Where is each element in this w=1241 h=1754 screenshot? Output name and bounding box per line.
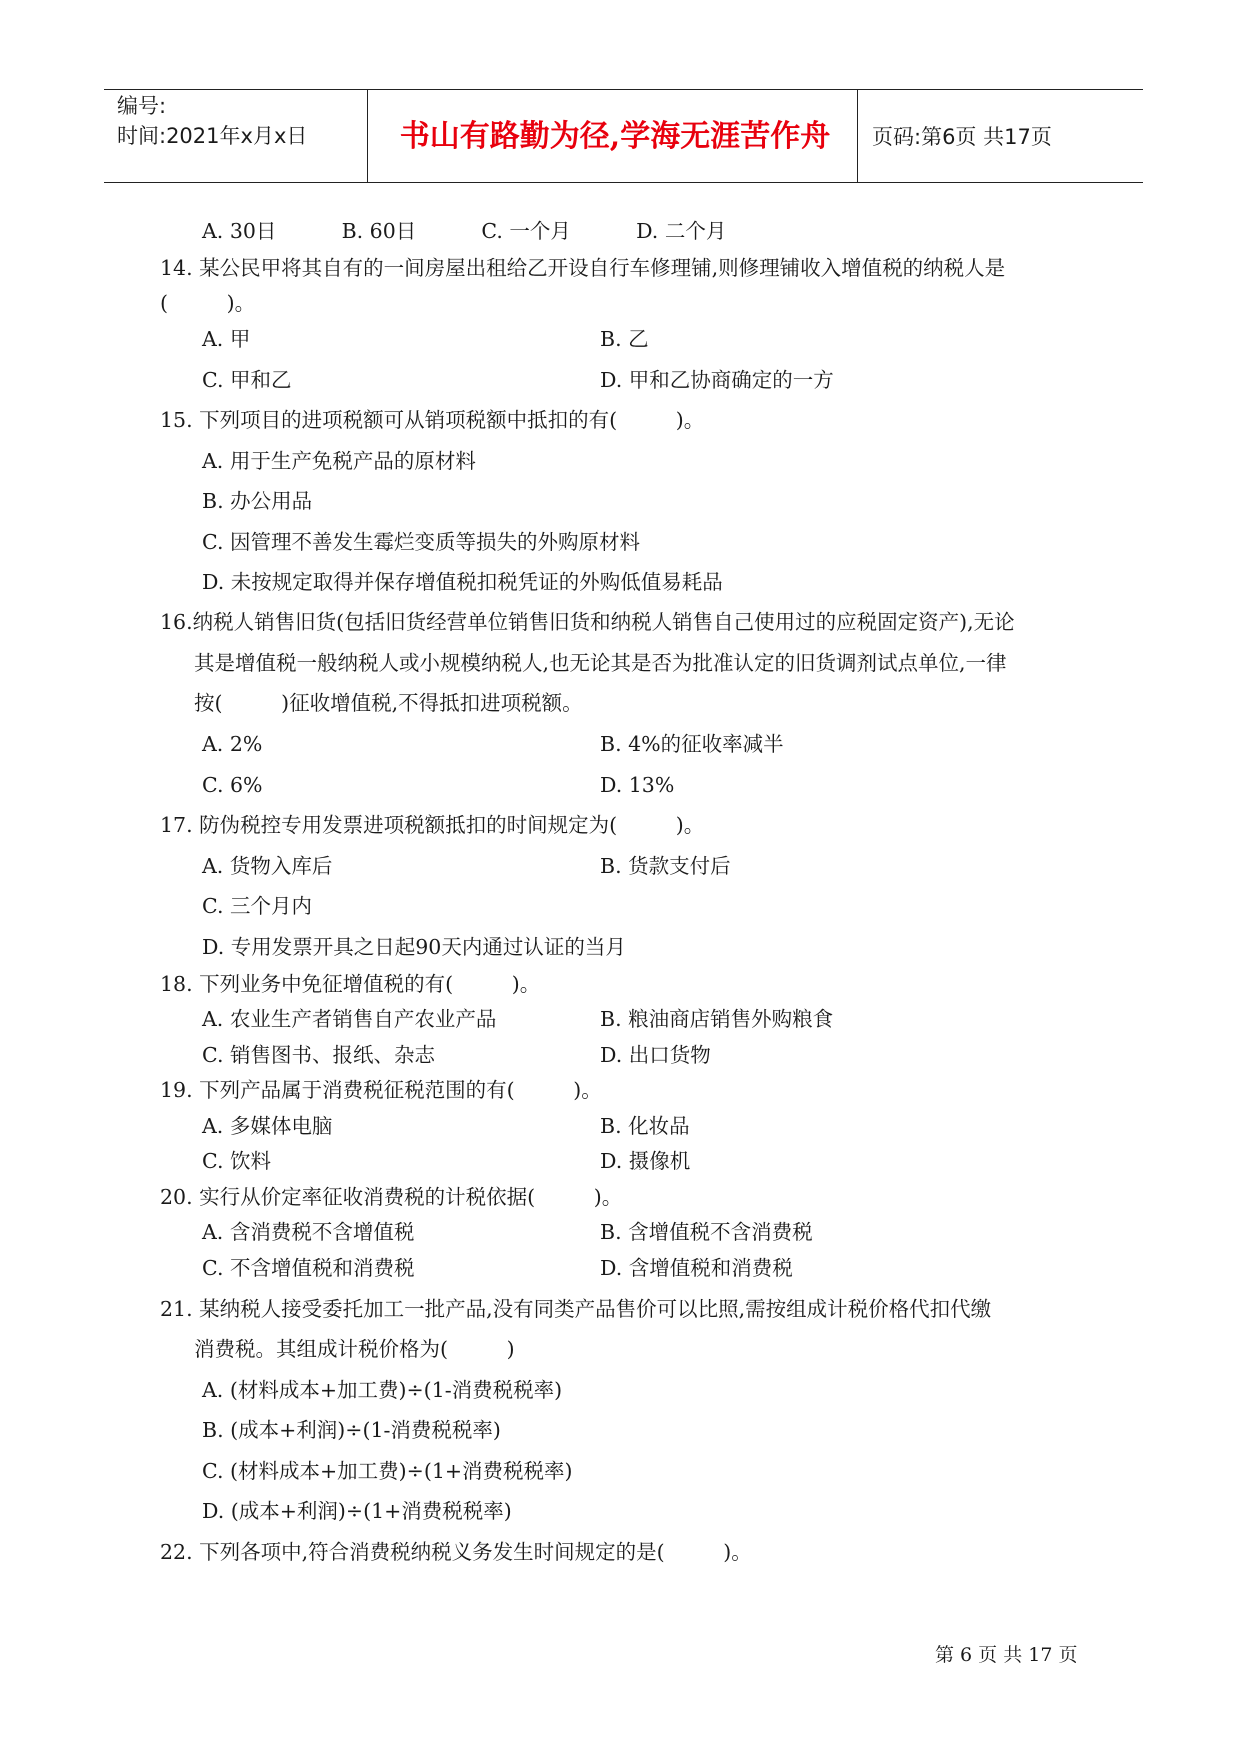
q18-option-a: A. 农业生产者销售自产农业产品 [202, 1007, 497, 1031]
time-label: 时间:2021年x月x日 [117, 124, 308, 148]
q19-option-c: C. 饮料 [202, 1149, 271, 1173]
serial-label: 编号: [117, 94, 167, 118]
q18-stem: 18. 下列业务中免征增值税的有( )。 [160, 972, 541, 996]
q17-option-c: C. 三个月内 [202, 894, 312, 918]
q20-option-b: B. 含增值税不含消费税 [600, 1220, 813, 1244]
q14-option-b: B. 乙 [600, 327, 649, 351]
q21-option-a: A. (材料成本+加工费)÷(1-消费税税率) [202, 1378, 563, 1402]
q14-option-d: D. 甲和乙协商确定的一方 [600, 368, 834, 392]
q19-option-d: D. 摄像机 [600, 1149, 691, 1173]
q19-option-b: B. 化妆品 [600, 1114, 690, 1138]
q21-option-d: D. (成本+利润)÷(1+消费税税率) [202, 1499, 512, 1523]
q17-stem: 17. 防伪税控专用发票进项税额抵扣的时间规定为( )。 [160, 813, 705, 837]
q19-option-a: A. 多媒体电脑 [202, 1114, 333, 1138]
q20-stem: 20. 实行从价定率征收消费税的计税依据( )。 [160, 1185, 623, 1209]
header-bottom-rule [104, 182, 1143, 183]
q19-stem: 19. 下列产品属于消费税征税范围的有( )。 [160, 1078, 602, 1102]
q18-option-c: C. 销售图书、报纸、杂志 [202, 1043, 435, 1067]
page-footer: 第 6 页 共 17 页 [935, 1644, 1078, 1666]
q21-option-b: B. (成本+利润)÷(1-消费税税率) [202, 1418, 501, 1442]
q16-cont-1: 其是增值税一般纳税人或小规模纳税人,也无论其是否为批准认定的旧货调剂试点单位,一律 [194, 651, 1007, 675]
header-motto: 书山有路勤为径,学海无涯苦作舟 [399, 119, 831, 154]
q15-option-d: D. 未按规定取得并保存增值税扣税凭证的外购低值易耗品 [202, 570, 723, 594]
header-top-rule [104, 89, 1143, 90]
q20-option-c: C. 不含增值税和消费税 [202, 1256, 415, 1280]
q14-option-a: A. 甲 [202, 327, 251, 351]
q16-option-b: B. 4%的征收率减半 [600, 732, 784, 756]
q15-stem: 15. 下列项目的进项税额可从销项税额中抵扣的有( )。 [160, 408, 705, 432]
q17-option-d: D. 专用发票开具之日起90天内通过认证的当月 [202, 935, 626, 959]
q15-option-b: B. 办公用品 [202, 489, 313, 513]
q17-option-b: B. 货款支付后 [600, 854, 731, 878]
q16-option-c: C. 6% [202, 773, 263, 797]
q16-cont-2: 按( )征收增值税,不得抵扣进项税额。 [194, 691, 583, 715]
q14-stem: 14. 某公民甲将其自有的一间房屋出租给乙开设自行车修理铺,则修理铺收入增值税的纳税人是 [160, 256, 1006, 280]
q20-option-a: A. 含消费税不含增值税 [202, 1220, 415, 1244]
q16-option-d: D. 13% [600, 773, 675, 797]
q21-stem: 21. 某纳税人接受委托加工一批产品,没有同类产品售价可以比照,需按组成计税价格代扣代缴 [160, 1297, 992, 1321]
q16-stem: 16.纳税人销售旧货(包括旧货经营单位销售旧货和纳税人销售自己使用过的应税固定资产),无论 [160, 610, 1015, 634]
q18-option-b: B. 粮油商店销售外购粮食 [600, 1007, 834, 1031]
q22-stem: 22. 下列各项中,符合消费税纳税义务发生时间规定的是( )。 [160, 1540, 752, 1564]
header-left-block [117, 92, 307, 150]
q15-option-c: C. 因管理不善发生霉烂变质等损失的外购原材料 [202, 530, 640, 554]
q14-option-c: C. 甲和乙 [202, 368, 292, 392]
header-page-label: 页码:第6页 共17页 [872, 125, 1052, 149]
q16-option-a: A. 2% [202, 732, 263, 756]
q17-option-a: A. 货物入库后 [202, 854, 333, 878]
q15-option-a: A. 用于生产免税产品的原材料 [202, 449, 476, 473]
q18-option-d: D. 出口货物 [600, 1043, 711, 1067]
q13-options: A. 30日 B. 60日 C. 一个月 D. 二个月 [202, 219, 727, 243]
header-divider-left [367, 89, 368, 182]
q20-option-d: D. 含增值税和消费税 [600, 1256, 793, 1280]
q21-option-c: C. (材料成本+加工费)÷(1+消费税税率) [202, 1459, 573, 1483]
q21-cont: 消费税。其组成计税价格为( ) [194, 1337, 515, 1361]
q14-cont: ( )。 [160, 291, 256, 315]
